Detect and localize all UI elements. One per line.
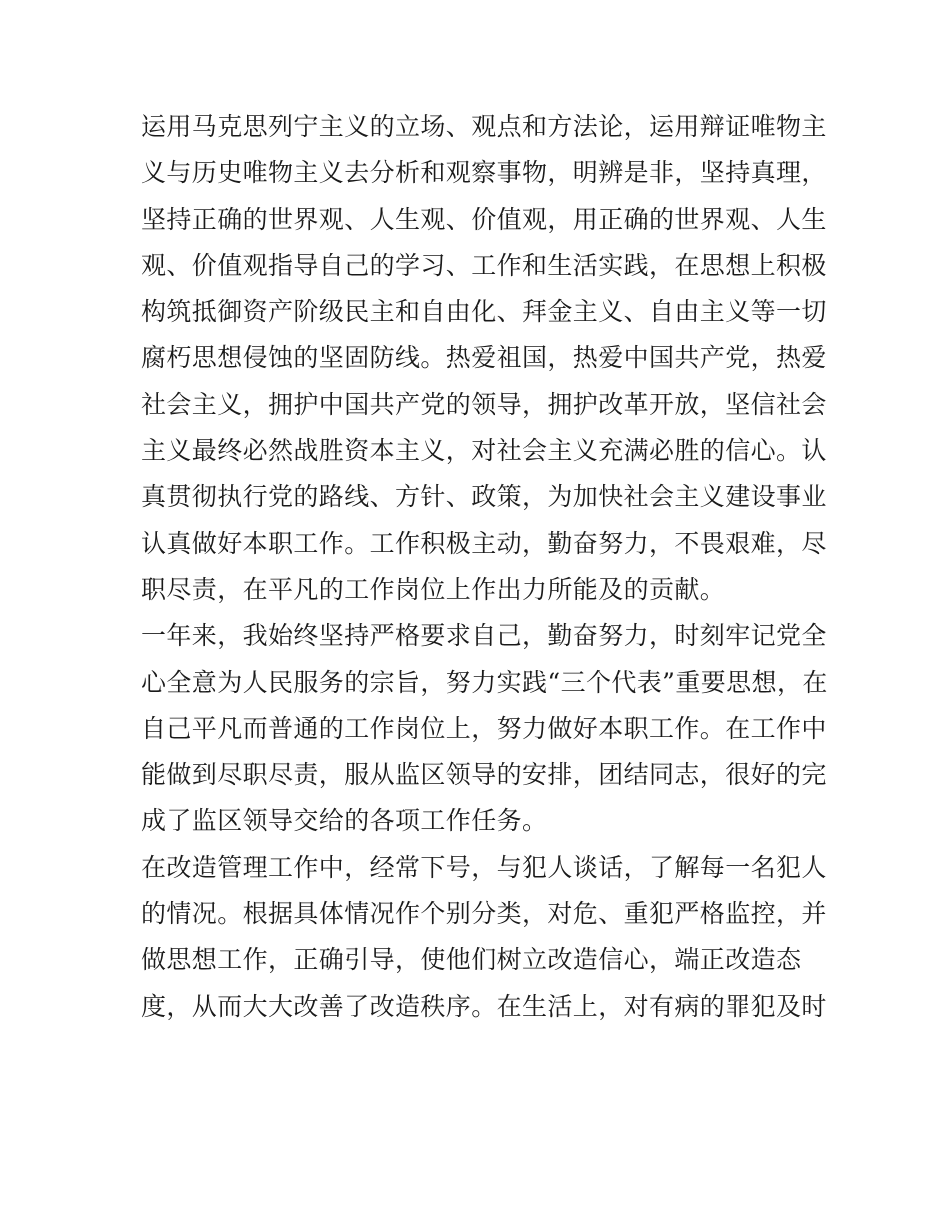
text-line: 坚持正确的世界观、人生观、价值观，用正确的世界观、人生 (141, 204, 827, 234)
text-line: 职尽责，在平凡的工作岗位上作出力所能及的贡献。 (141, 574, 726, 604)
text-line: 能做到尽职尽责，服从监区领导的安排，团结同志，很好的完 (141, 760, 827, 790)
text-line: 真贯彻执行党的路线、方针、政策，为加快社会主义建设事业 (141, 482, 827, 512)
text-line: 观、价值观指导自己的学习、工作和生活实践，在思想上积极 (141, 250, 827, 280)
text-line: 构筑抵御资产阶级民主和自由化、拜金主义、自由主义等一切 (141, 297, 827, 327)
text-line: 心全意为人民服务的宗旨，努力实践“三个代表”重要思想，在 (141, 667, 828, 697)
text-line: 自己平凡而普通的工作岗位上，努力做好本职工作。在工作中 (141, 713, 827, 743)
text-line: 的情况。根据具体情况作个别分类，对危、重犯严格监控，并 (141, 899, 827, 929)
text-line: 成了监区领导交给的各项工作任务。 (141, 806, 548, 836)
text-line: 认真做好本职工作。工作积极主动，勤奋努力，不畏艰难，尽 (141, 528, 827, 558)
document-body (141, 104, 828, 1030)
text-line: 在改造管理工作中，经常下号，与犯人谈话，了解每一名犯人 (141, 852, 827, 882)
text-line: 主义最终必然战胜资本主义，对社会主义充满必胜的信心。认 (141, 436, 827, 466)
text-line: 运用马克思列宁主义的立场、观点和方法论，运用辩证唯物主 (141, 112, 827, 141)
text-line: 度，从而大大改善了改造秩序。在生活上，对有病的罪犯及时 (141, 991, 827, 1021)
text-line: 义与历史唯物主义去分析和观察事物，明辨是非，坚持真理， (141, 158, 827, 188)
text-line: 做思想工作，正确引导，使他们树立改造信心，端正改造态 (141, 945, 802, 975)
text-line: 腐朽思想侵蚀的坚固防线。热爱祖国，热爱中国共产党，热爱 (141, 343, 827, 373)
text-line: 社会主义，拥护中国共产党的领导，拥护改革开放，坚信社会 (141, 389, 827, 419)
text-line: 一年来，我始终坚持严格要求自己，勤奋努力，时刻牢记党全 (141, 621, 827, 651)
